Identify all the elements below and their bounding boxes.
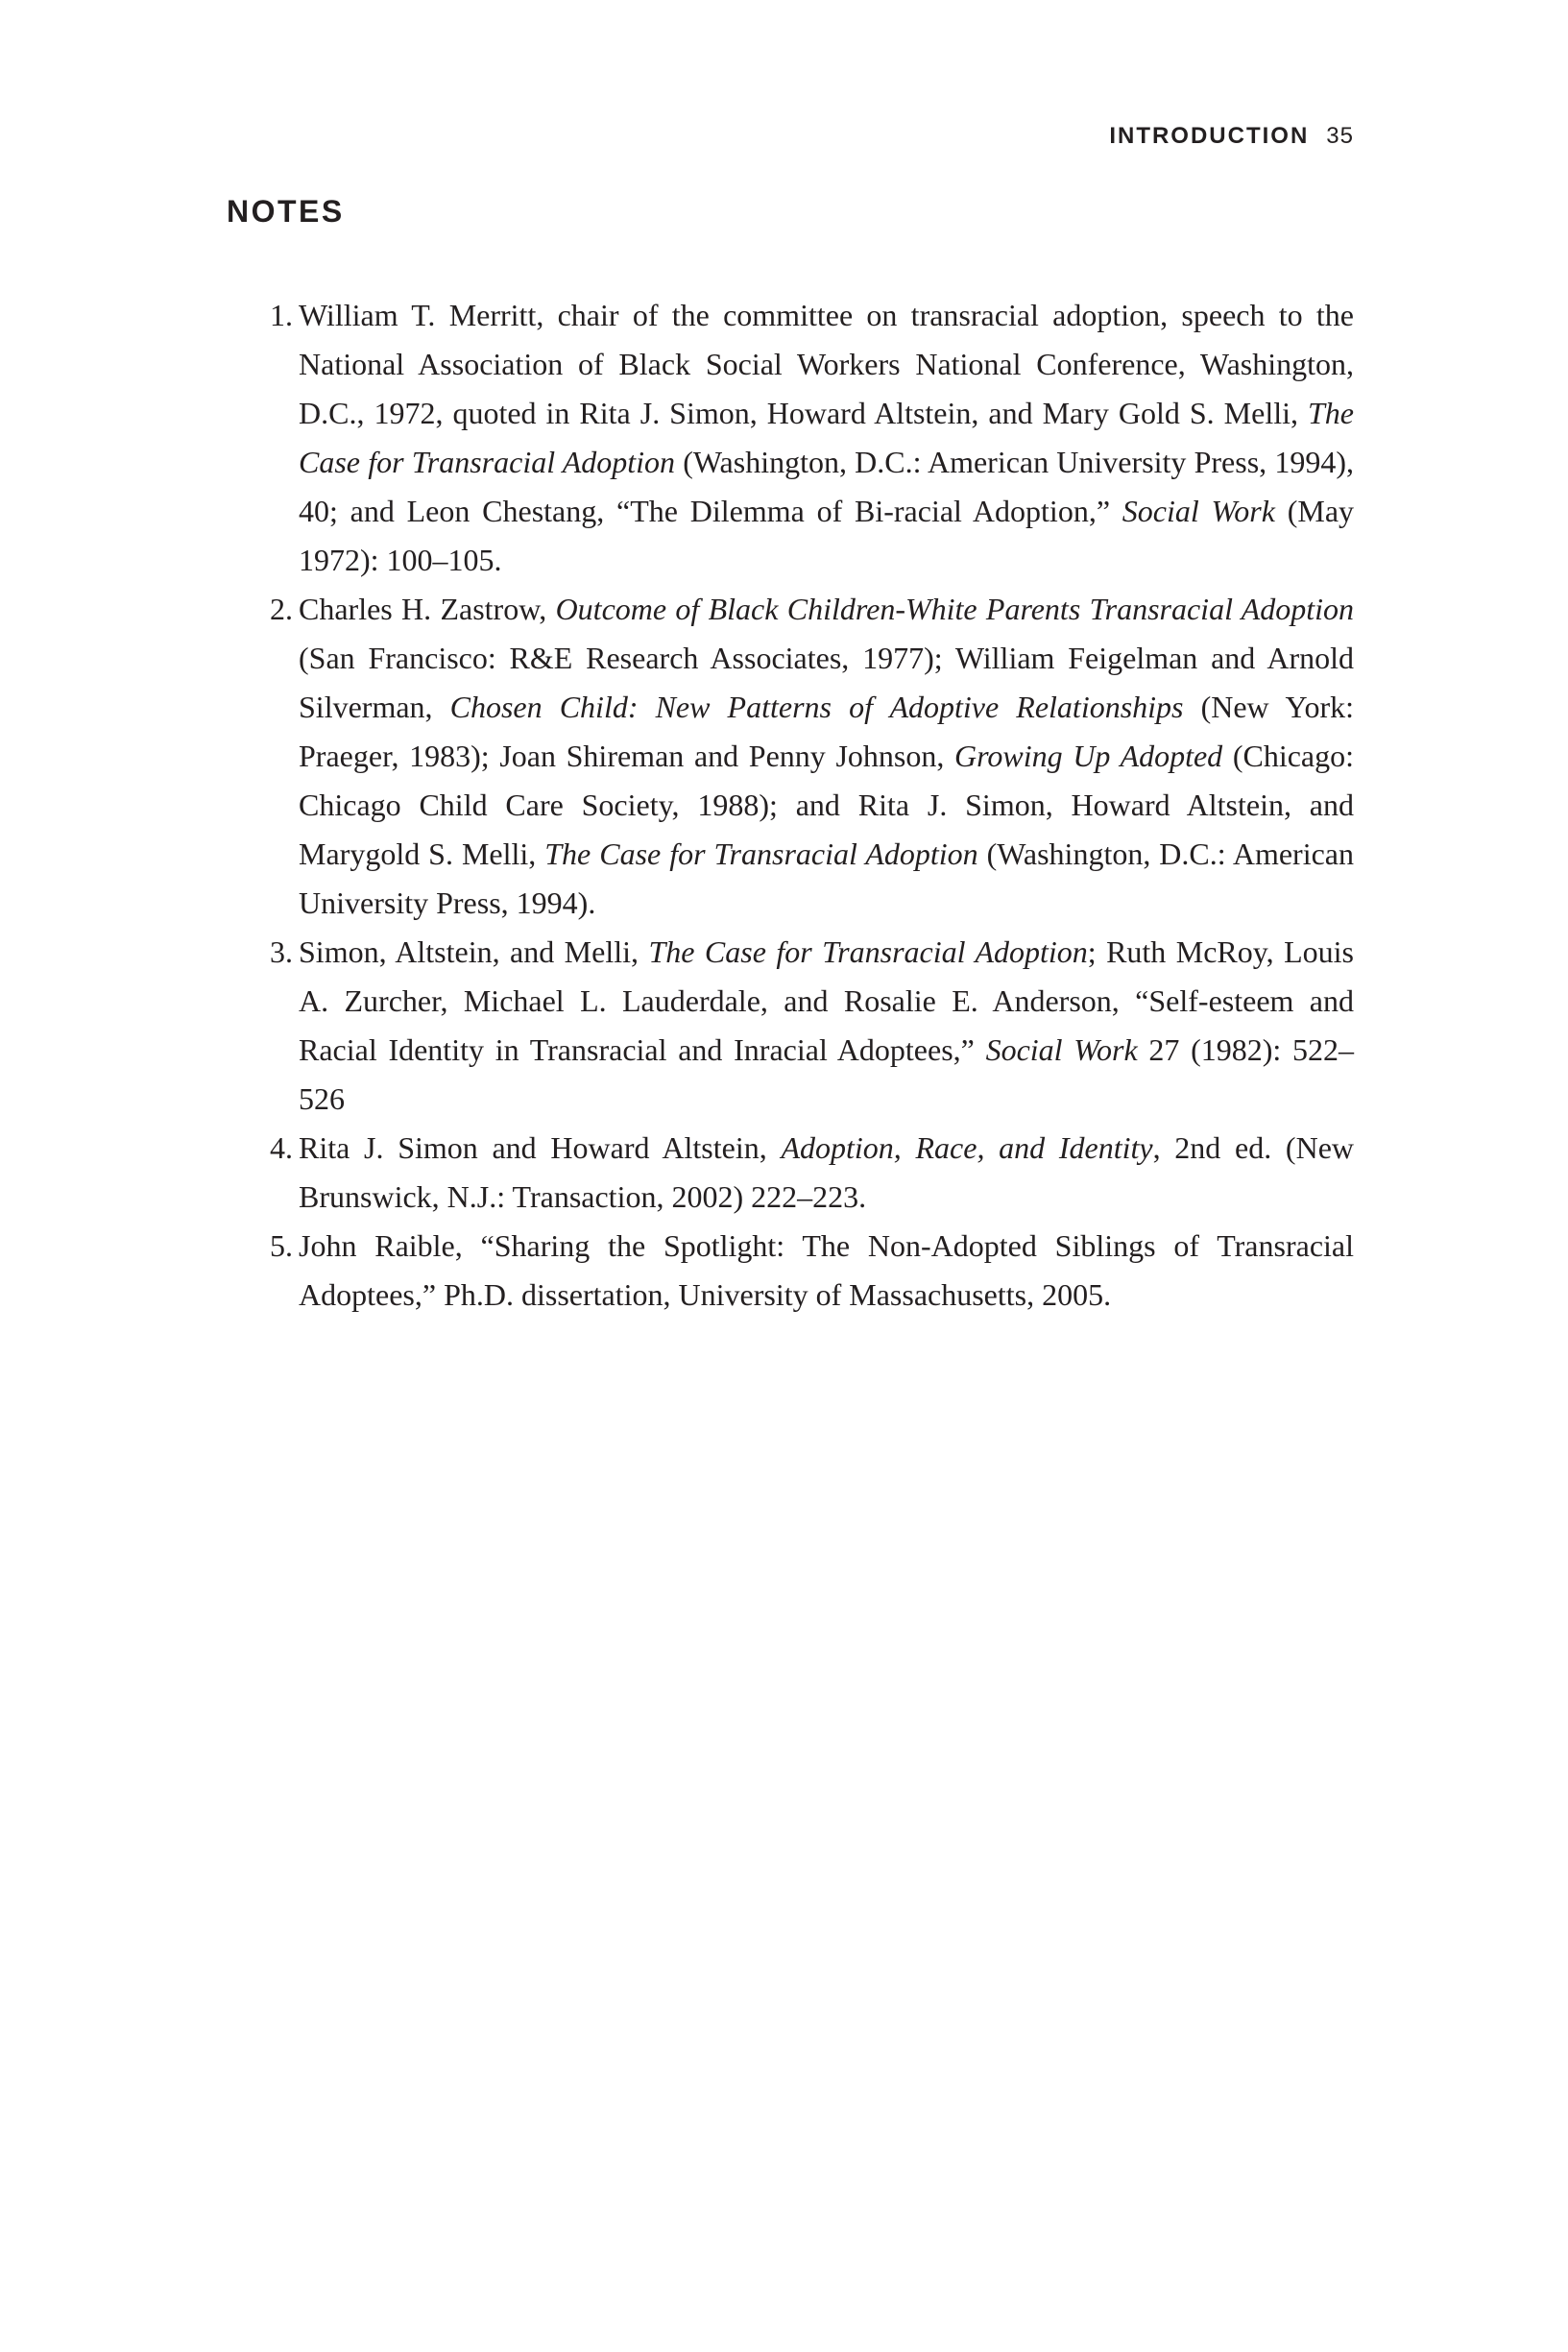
note-text bbox=[299, 934, 1354, 1116]
note-title: Chosen Child: New Patterns of Adoptive Relationships bbox=[449, 690, 1184, 724]
note-item bbox=[270, 1124, 1355, 1222]
note-segment: (Chicago: Chicago Child Care Society, 1988); and Rita J. Simon, Howard Altstein, and Marygold S. Melli, bbox=[299, 739, 1355, 871]
note-number: 1. bbox=[270, 298, 293, 332]
note-text bbox=[299, 1228, 1354, 1312]
note-item bbox=[270, 1222, 1354, 1320]
note-item bbox=[270, 291, 1355, 585]
note-segment: John Raible, “Sharing the Spotlight: The Non-Adopted Siblings of Transracial Adoptees,” Ph.D. dissertation, University of Massachusetts, 2005. bbox=[299, 1228, 1354, 1312]
note-segment: William T. Merritt, chair of the committee on transracial adoption, speech to the National Association of Black Social Workers National Conference, Washington, D.C., 1972, quoted in Rita J. Simon, Howard Altstein, and Mary Gold S. Melli, bbox=[299, 298, 1354, 430]
note-segment: (Washington, D.C.: American University Press, 1994). bbox=[299, 837, 1355, 920]
note-text bbox=[299, 298, 1354, 577]
note-text bbox=[299, 1130, 1354, 1214]
note-segment: (San Francisco: R&E Research Associates, 1977); William Feigelman and Arnold Silverman, bbox=[299, 641, 1354, 724]
note-title: Outcome of Black Children-White Parents Transracial Adoption bbox=[555, 592, 1355, 626]
note-number: 2. bbox=[270, 592, 293, 626]
note-text bbox=[299, 592, 1354, 920]
note-segment: Rita J. Simon and Howard Altstein, bbox=[299, 1130, 782, 1165]
running-head bbox=[1109, 123, 1354, 150]
notes-heading: NOTES bbox=[227, 194, 345, 229]
note-segment: (May 1972): 100–105. bbox=[299, 494, 1355, 577]
note-number: 5. bbox=[270, 1228, 293, 1263]
note-number: 3. bbox=[270, 934, 293, 969]
note-title: Social Work bbox=[985, 1032, 1138, 1067]
note-segment: Simon, Altstein, and Melli, bbox=[299, 934, 649, 969]
note-item bbox=[270, 928, 1355, 1124]
note-segment: Charles H. Zastrow, bbox=[299, 592, 556, 626]
note-segment: (Washington, D.C.: American University Press, 1994), 40; and Leon Chestang, “The Dilemma of Bi-racial Adoption,” bbox=[299, 445, 1355, 528]
note-title: Social Work bbox=[1122, 494, 1275, 528]
note-title: Adoption, Race, and Identity bbox=[781, 1130, 1153, 1165]
note-title: The Case for Transracial Adoption bbox=[648, 934, 1088, 969]
note-title: The Case for Transracial Adoption bbox=[299, 396, 1354, 479]
running-head-section: INTRODUCTION bbox=[1109, 123, 1310, 149]
note-title: The Case for Transracial Adoption bbox=[544, 837, 978, 871]
note-segment: ; Ruth McRoy, Louis A. Zurcher, Michael L. Lauderdale, and Rosalie E. Anderson, “Self-esteem and Racial Identity in Transracial and Inracial Adoptees,” bbox=[299, 934, 1355, 1067]
note-segment: 27 (1982): 522–526 bbox=[299, 1032, 1355, 1116]
note-segment: , 2nd ed. (New Brunswick, N.J.: Transaction, 2002) 222–223. bbox=[299, 1130, 1355, 1214]
note-number: 4. bbox=[270, 1130, 293, 1165]
note-segment: (New York: Praeger, 1983); Joan Shireman and Penny Johnson, bbox=[299, 690, 1355, 773]
note-title: Growing Up Adopted bbox=[954, 739, 1223, 773]
page-number: 35 bbox=[1326, 123, 1354, 149]
note-item bbox=[270, 585, 1355, 928]
notes-list bbox=[270, 291, 1355, 1320]
